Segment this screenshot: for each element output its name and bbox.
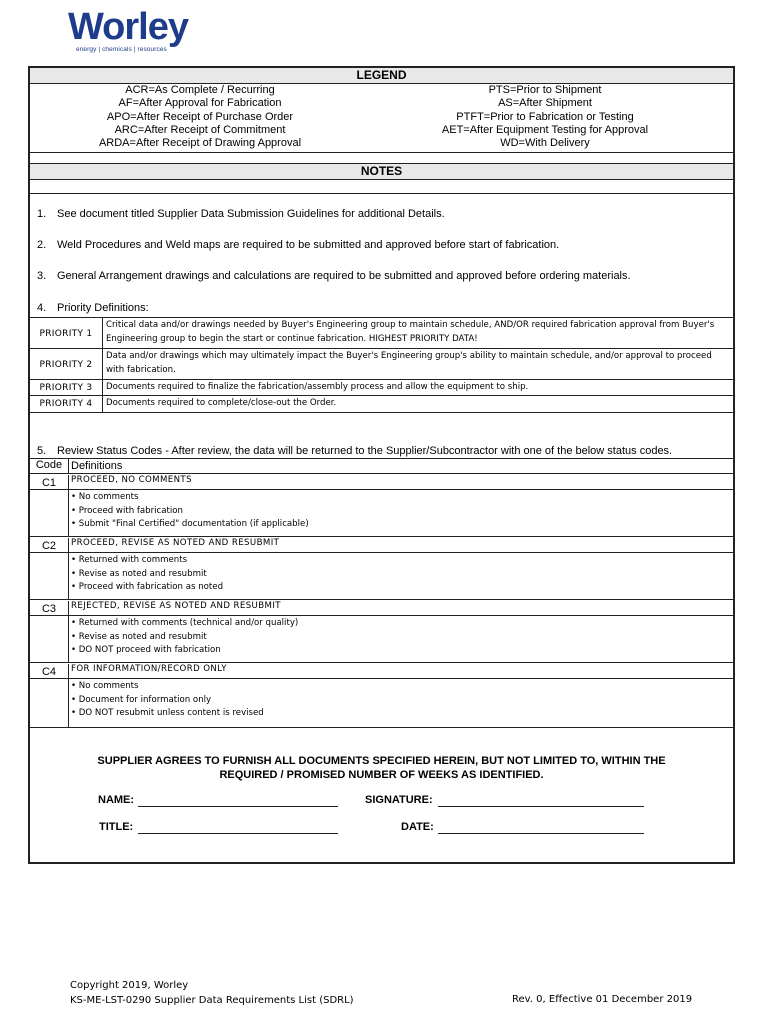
note-text: Priority Definitions: — [57, 302, 149, 314]
legend-header: LEGEND — [30, 67, 733, 84]
note-number: 5. — [37, 445, 47, 457]
legend-entry: ACR=As Complete / Recurring — [125, 84, 275, 96]
supplier-agreement — [70, 754, 693, 782]
legend-right-column — [380, 84, 710, 150]
status-definition-row — [30, 678, 733, 728]
status-bullet: • No comments — [71, 492, 139, 502]
name-label: NAME: — [98, 794, 135, 806]
priority-definition: Data and/or drawings which may ultimately impact the Buyer's Engineering group's ability to maintain schedule, and/or approval to proceed with fabrication. — [106, 351, 712, 375]
status-bullets — [71, 491, 309, 532]
priority-label: PRIORITY 3 — [30, 380, 103, 396]
footer-revision: Rev. 0, Effective 01 December 2019 — [512, 994, 693, 1005]
status-code: C1 — [30, 475, 69, 490]
status-code-cell — [30, 679, 69, 727]
note-3 — [37, 270, 631, 282]
status-code-row — [30, 473, 733, 490]
status-bullets — [71, 554, 223, 595]
legend-entry: AS=After Shipment — [498, 97, 592, 110]
note-number: 3. — [37, 270, 47, 282]
status-bullet: • Document for information only — [71, 694, 212, 705]
priority-label: PRIORITY 2 — [30, 349, 103, 380]
priority-definition: Documents required to finalize the fabrication/assembly process and allow the equipment to ship. — [106, 382, 529, 392]
note-text: Weld Procedures and Weld maps are required to be submitted and approved before start of fabrication. — [57, 239, 560, 251]
logo-wordmark: Worley — [68, 6, 189, 48]
status-code-row — [30, 536, 733, 553]
status-bullet: • Returned with comments (technical and/or quality) — [71, 618, 299, 628]
priority-row — [30, 379, 733, 396]
status-bullets — [71, 617, 298, 658]
legend-left-column — [35, 84, 365, 150]
status-title: REJECTED, REVISE AS NOTED AND RESUBMIT — [71, 601, 281, 611]
note-2 — [37, 239, 559, 251]
legend-entry: ARC=After Receipt of Commitment — [114, 123, 286, 136]
notes-header: NOTES — [30, 163, 733, 180]
signature-label: SIGNATURE: — [365, 794, 433, 806]
priority-row — [30, 317, 733, 349]
code-column-header: Code — [30, 459, 69, 474]
note-text: Review Status Codes - After review, the data will be returned to the Supplier/Subcontractor with one of the below status codes. — [57, 445, 673, 457]
status-bullet: • Returned with comments — [71, 555, 188, 565]
worley-logo — [68, 6, 218, 55]
date-field[interactable] — [438, 833, 644, 834]
signature-field[interactable] — [438, 806, 644, 807]
date-label: DATE: — [401, 821, 434, 833]
status-title: PROCEED, REVISE AS NOTED AND RESUBMIT — [71, 538, 280, 548]
status-code-row — [30, 599, 733, 616]
status-bullet: • Proceed with fabrication — [71, 505, 184, 516]
priority-label: PRIORITY 1 — [30, 318, 103, 349]
priority-definition: Documents required to complete/close-out the Order. — [106, 398, 337, 408]
status-definition-row — [30, 552, 733, 600]
legend-entry: AF=After Approval for Fabrication — [118, 97, 282, 110]
status-bullet: • Revise as noted and resubmit — [71, 568, 207, 579]
sdrl-form — [28, 66, 735, 864]
status-title: FOR INFORMATION/RECORD ONLY — [71, 664, 227, 674]
note-number: 1. — [37, 208, 47, 220]
status-bullet: • Submit "Final Certified" documentation (if applicable) — [71, 519, 309, 530]
priority-row — [30, 395, 733, 413]
legend-entry: ARDA=After Receipt of Drawing Approval — [98, 137, 302, 150]
status-bullet: • DO NOT resubmit unless content is revised — [71, 708, 264, 719]
note-4 — [37, 302, 149, 314]
status-bullets — [71, 680, 264, 721]
status-bullet: • Revise as noted and resubmit — [71, 631, 207, 642]
status-bullet: • Proceed with fabrication as noted — [71, 582, 224, 593]
divider — [30, 152, 733, 153]
footer-copyright: Copyright 2019, Worley — [70, 980, 189, 991]
priority-label: PRIORITY 4 — [30, 396, 103, 412]
agreement-line: REQUIRED / PROMISED NUMBER OF WEEKS AS IDENTIFIED. — [219, 769, 544, 781]
status-table-header — [30, 458, 733, 474]
status-title: PROCEED, NO COMMENTS — [71, 475, 192, 485]
name-field[interactable] — [138, 806, 338, 807]
legend-entry: WD=With Delivery — [500, 137, 590, 150]
divider — [30, 193, 733, 194]
legend-entry: APO=After Receipt of Purchase Order — [106, 110, 294, 123]
status-code-cell — [30, 553, 69, 600]
definitions-column-header: Definitions — [71, 460, 123, 472]
status-definition-row — [30, 615, 733, 663]
status-code: C2 — [30, 538, 69, 553]
legend-entry: PTFT=Prior to Fabrication or Testing — [456, 110, 634, 123]
note-text: General Arrangement drawings and calculations are required to be submitted and approved before ordering materials. — [57, 270, 631, 282]
status-code-cell — [30, 490, 69, 537]
note-number: 4. — [37, 302, 47, 314]
logo-tagline: energy | chemicals | resources — [76, 46, 167, 53]
note-5 — [37, 445, 672, 457]
footer-document-id: KS-ME-LST-0290 Supplier Data Requirements List (SDRL) — [70, 995, 354, 1006]
status-bullet: • DO NOT proceed with fabrication — [71, 645, 221, 656]
note-number: 2. — [37, 239, 47, 251]
legend-entry: PTS=Prior to Shipment — [488, 84, 602, 96]
status-code: C4 — [30, 664, 69, 679]
status-bullet: • No comments — [71, 681, 139, 691]
agreement-line: SUPPLIER AGREES TO FURNISH ALL DOCUMENTS SPECIFIED HEREIN, BUT NOT LIMITED TO, WITHIN THE — [97, 755, 666, 767]
status-code: C3 — [30, 601, 69, 616]
priority-definition: Critical data and/or drawings needed by Buyer's Engineering group to maintain schedule, AND/OR required fabrication approval from Buyer's Engineering group to begin the start or continue fabrication. HIGHEST PRIORITY DATA! — [106, 320, 715, 344]
title-label: TITLE: — [99, 821, 134, 833]
title-field[interactable] — [138, 833, 338, 834]
legend-entry: AET=After Equipment Testing for Approval — [441, 123, 649, 136]
status-definition-row — [30, 489, 733, 537]
note-text: See document titled Supplier Data Submission Guidelines for additional Details. — [57, 208, 445, 220]
priority-row — [30, 348, 733, 380]
status-code-row — [30, 662, 733, 679]
note-1 — [37, 208, 445, 220]
status-code-cell — [30, 616, 69, 663]
